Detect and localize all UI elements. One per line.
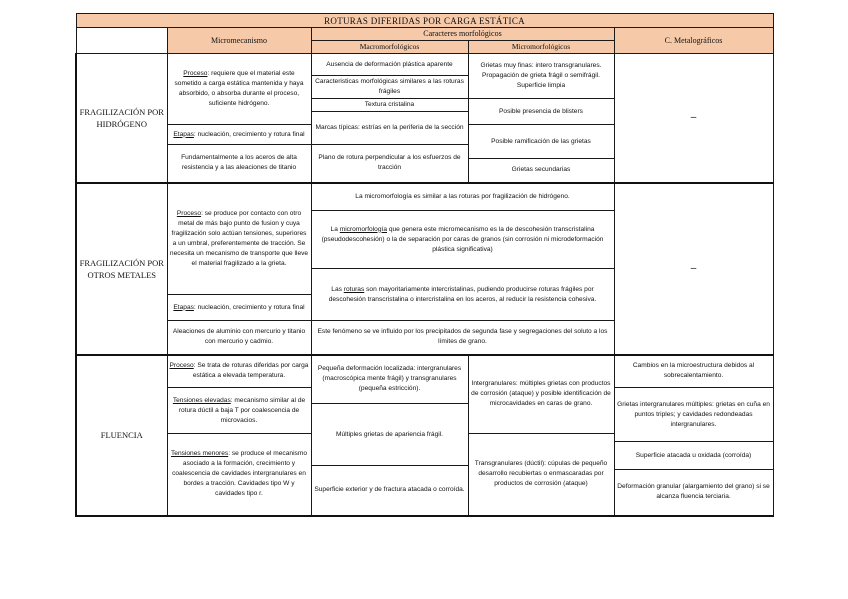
fh-metalograficos: – [614, 54, 773, 183]
row-label-fragilizacion-hidrogeno: FRAGILIZACIÓN POR HIDRÓGENO [76, 54, 167, 183]
fl-metal-1: Cambios en la microestructura debidos al sobrecalentamiento. [614, 355, 773, 388]
fom-metalograficos: – [614, 183, 773, 355]
table-title: ROTURAS DIFERIDAS POR CARGA ESTÁTICA [76, 14, 773, 28]
header-metalograficos: C. Metalográficos [614, 28, 773, 54]
fh-macro-5: Plano de rotura perpendicular a los esfuerzos de tracción [311, 145, 468, 183]
fl-proceso-keyword: Proceso [169, 362, 194, 370]
fom-row-2-keyword: micromorfología [339, 225, 387, 233]
fl-metal-3: Superficie atacada u oxidada (corroída) [614, 442, 773, 470]
fh-micro-4: Grietas secundarias [468, 159, 614, 183]
header-macro: Macromorfológicos [311, 41, 468, 54]
fl-micro-1: Intergranulares: múltiples grietas con productos de corrosión (ataque) y posible identificación de microcavidades en caras de grano. [468, 355, 614, 434]
fom-row-1: La micromorfología es similar a las roturas por fragilización de hidrógeno. [311, 183, 614, 211]
fom-row-3-post: son mayoritariamente intercristalinas, pudiendo producirse roturas frágiles por descohesión transcristalina o intercristalina en los aceros, al reducir la resistencia cohesiva. [328, 285, 597, 303]
fom-etapas-keyword: Etapas [173, 303, 194, 311]
fh-proceso-text: : requiere que el material este sometido a carga estática mantenida y haya absorbido, o absorba durante el proceso, suficiente hidrógeno. [174, 70, 304, 107]
fl-metal-2: Grietas intergranulares múltiples: grietas en cuña en puntos triples; y cavidades redondeadas intergranulares. [614, 388, 773, 442]
fh-macro-1: Ausencia de deformación plástica aparente [311, 54, 468, 76]
fh-macro-3: Textura cristalina [311, 99, 468, 112]
fl-tensiones-elevadas-cell [167, 388, 311, 434]
fom-proceso-text: : se produce por contacto con otro metal de más bajo punto de fusion y cuya fragilización solo actúan tensiones, superiores a un umbral, preferentemente de tracción. Se necesita un mecanismo de transporte que lleve el material fragilizado a la grieta. [169, 209, 309, 267]
fl-elevadas-keyword: Tensiones elevadas [172, 396, 231, 404]
fh-proceso-keyword: Proceso [183, 70, 208, 77]
fl-macro-3: Superficie exterior y de fractura atacada o corroída. [311, 466, 468, 516]
fom-row-3-keyword: roturas [343, 285, 365, 293]
fh-proceso-cell [167, 54, 311, 125]
fom-row-4: Este fenómeno se ve influido por los precipitados de segunda fase y segregaciones del soluto a los límites de grano. [311, 321, 614, 355]
header-caracteres: Caracteres morfológicos [311, 28, 614, 41]
fom-aleaciones-cell: Aleaciones de aluminio con mercurio y titanio con mercurio y cadmio. [167, 321, 311, 355]
header-micro: Micromorfológicos [468, 41, 614, 54]
fh-aceros-cell: Fundamentalmente a los aceros de alta resistencia y a las aleaciones de titanio [167, 145, 311, 183]
corner-cell [76, 28, 167, 54]
fom-row-3 [311, 269, 614, 321]
fl-elevadas-text: : mecanismo similar al de rotura dúctil a baja T por coalescencia de microvacios. [178, 396, 306, 424]
fom-row-2-pre: La [330, 225, 340, 233]
fh-micro-3: Posible ramificación de las grietas [468, 125, 614, 159]
fl-proceso-cell [167, 355, 311, 388]
fh-micro-1: Grietas muy finas: intero transgranulares. Propagación de grieta frágil o semifrágil. Superficie limpia [468, 54, 614, 99]
fh-macro-2: Caracteristicas morfológicas similares a las roturas frágiles [311, 76, 468, 99]
fh-etapas-keyword: Etapas [173, 130, 194, 138]
fom-etapas-cell [167, 295, 311, 321]
fl-macro-1: Pequeña deformación localizada: intergranulares (macroscópica mente frágil) y transgranulares (pequeña estricción). [311, 355, 468, 404]
fl-tensiones-menores-cell [167, 434, 311, 516]
fom-row-2-post: que genera este micromecanismo es la de descohesión transcristalina (pseudodescohesión) o la de separación por caras de granos (sin corrosión ni microdeformación plástica significativa) [321, 225, 604, 253]
fl-metal-4: Deformación granular (alargamiento del grano) si se alcanza fluencia terciaria. [614, 470, 773, 516]
fom-etapas-text: : nucleación, crecimiento y rotura final [193, 303, 305, 311]
roturas-table [75, 13, 774, 517]
fl-menores-keyword: Tensiones menores [171, 450, 229, 458]
fl-proceso-text: : Se trata de roturas diferidas por carga estática a elevada temperatura. [192, 362, 309, 380]
fh-micro-2: Posible presencia de blisters [468, 99, 614, 125]
fom-proceso-cell [167, 183, 311, 295]
fh-etapas-cell [167, 125, 311, 145]
fh-etapas-text: : nucleación, crecimiento y rotura final [193, 130, 305, 138]
fh-macro-4: Marcas típicas: estrías en la periferia de la sección [311, 112, 468, 145]
header-micromecanismo: Micromecanismo [167, 28, 311, 54]
fom-proceso-keyword: Proceso [176, 209, 202, 217]
row-label-fluencia: FLUENCIA [76, 355, 167, 516]
fl-micro-2: Transgranulares (dúctil): cúpulas de pequeño desarrollo recubiertas o enmascaradas por productos de corrosión (ataque) [468, 434, 614, 516]
fom-row-3-pre: Las [331, 285, 344, 293]
fl-macro-2: Múltiples grietas de apariencia frágil. [311, 404, 468, 466]
fom-row-2 [311, 211, 614, 269]
fl-menores-text: : se produce el mecanismo asociado a la formación, crecimiento y coalescencia de cavidades intergranulares en bordes a tracción. Cavidades tipo W y cavidades tipo r. [172, 450, 307, 498]
row-label-fragilizacion-otros-metales: FRAGILIZACIÓN POR OTROS METALES [76, 183, 167, 355]
